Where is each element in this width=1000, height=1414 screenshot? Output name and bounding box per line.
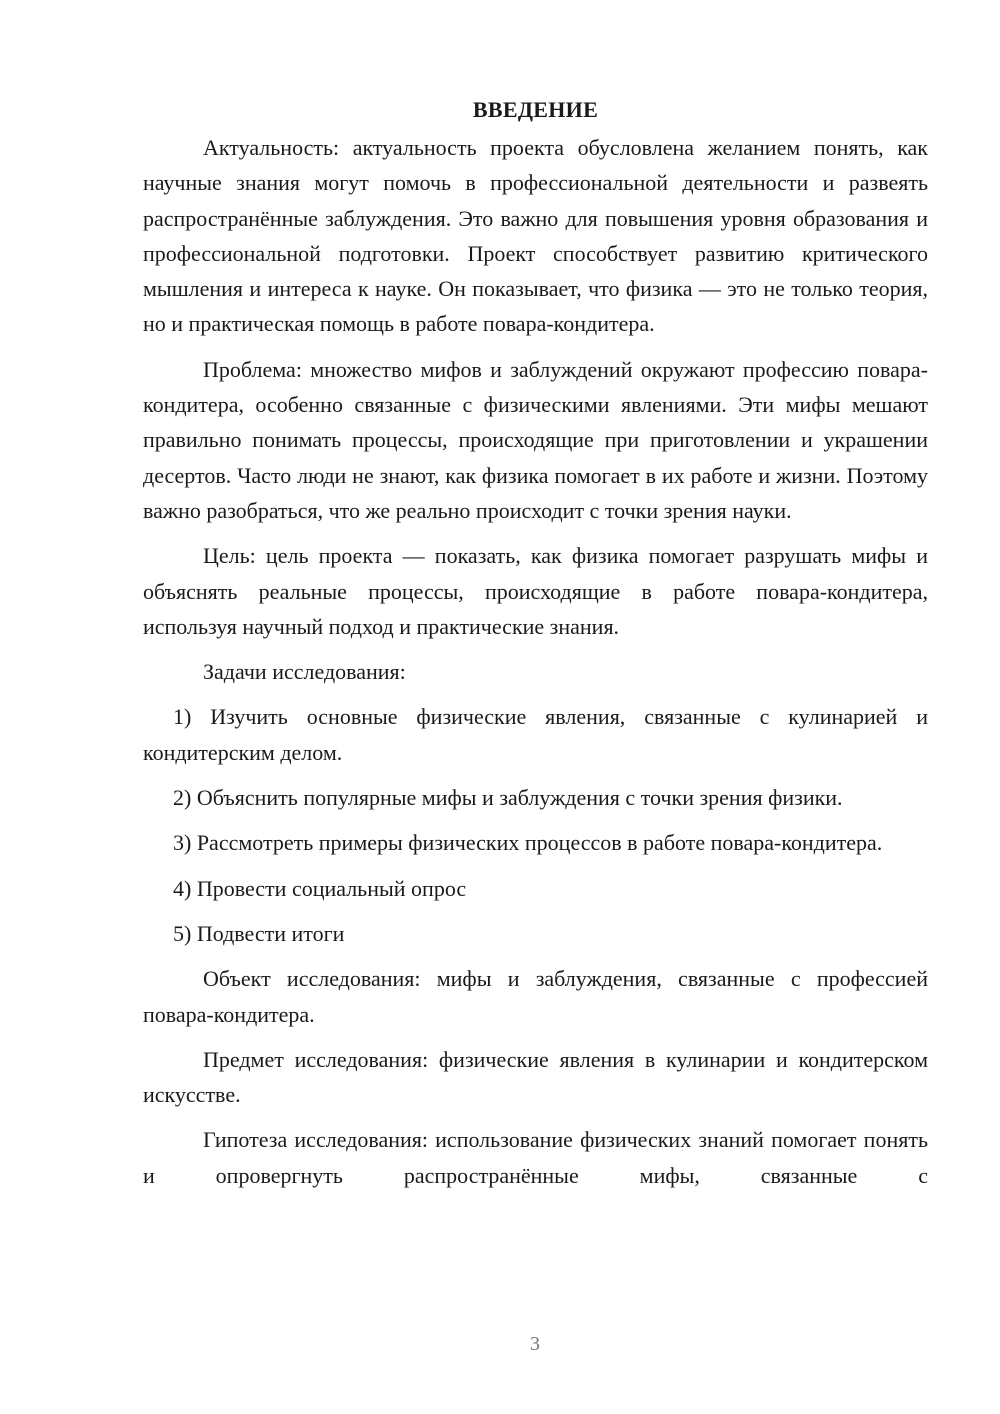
paragraph-hypothesis: Гипотеза исследования: использование физических знаний помогает понять и опровергнуть распространённые мифы, связанные с: [143, 1127, 928, 1188]
paragraph-tasks-heading: Задачи исследования:: [203, 659, 406, 685]
paragraph-problem: Проблема: множество мифов и заблуждений окружают профессию повара-кондитера, особенно связанные с физическими явлениями. Эти мифы мешают правильно понимать процессы, происходящие при приготовлении и украшении десертов. Часто люди не знают, как физика помогает в их работе и жизни. Поэтому важно разобраться, что же реально происходит с точки зрения науки.: [143, 356, 928, 523]
task-item-5: 5) Подвести итоги: [173, 920, 345, 946]
task-item-2: 2) Объяснить популярные мифы и заблуждения с точки зрения физики.: [173, 785, 843, 811]
paragraph-object: Объект исследования: мифы и заблуждения, связанные с профессией повара-кондитера.: [143, 966, 928, 1027]
task-item-3: 3) Рассмотреть примеры физических процессов в работе повара-кондитера.: [173, 830, 883, 856]
page-number: 3: [530, 1333, 540, 1355]
section-title: ВВЕДЕНИЕ: [472, 97, 599, 122]
paragraph-subject: Предмет исследования: физические явления в кулинарии и кондитерском искусстве.: [143, 1046, 928, 1108]
document-page: [143, 92, 928, 1203]
task-item-4: 4) Провести социальный опрос: [173, 875, 467, 901]
paragraph-goal: Цель: цель проекта — показать, как физика помогает разрушать мифы и объяснять реальные процессы, происходящие в работе повара-кондитера, используя научный подход и практические знания.: [143, 543, 928, 639]
task-item-1: 1) Изучить основные физические явления, связанные с кулинарией и кондитерским делом.: [143, 704, 928, 765]
paragraph-relevance: Актуальность: актуальность проекта обусловлена желанием понять, как научные знания могут помочь в профессиональной деятельности и развеять распространённые заблуждения. Это важно для повышения уровня образования и профессиональной подготовки. Проект способствует развитию критического мышления и интереса к науке. Он показывает, что физика — это не только теория, но и практическая помощь в работе повара-кондитера.: [143, 135, 928, 337]
